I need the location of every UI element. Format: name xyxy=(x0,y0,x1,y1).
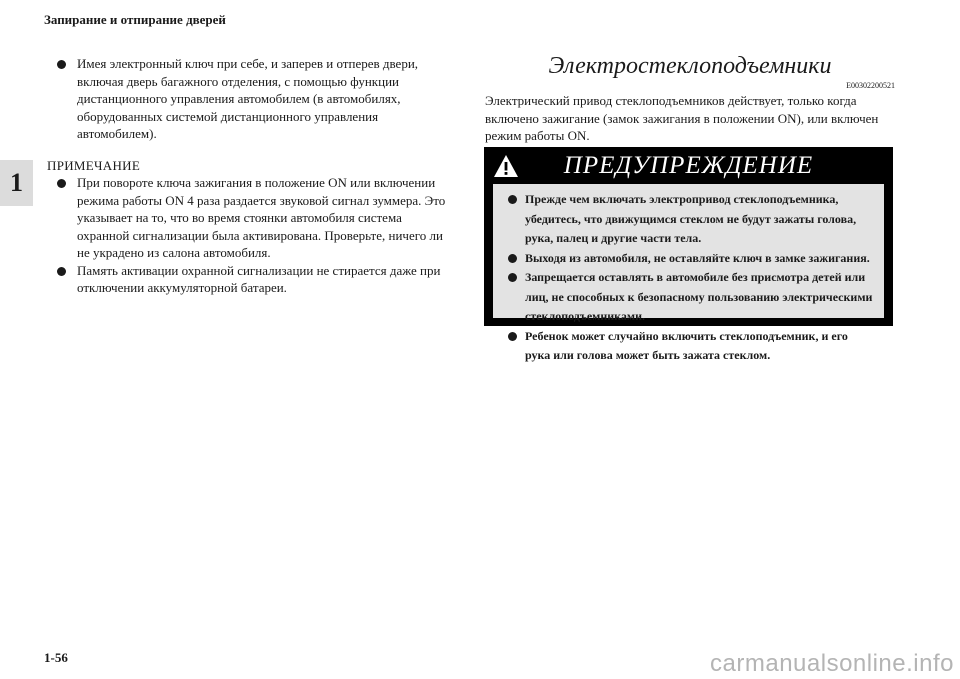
chapter-tab xyxy=(0,160,33,206)
warning-body xyxy=(493,184,884,362)
warning-header xyxy=(485,148,892,184)
warning-text: Выходя из автомобиля, не оставляйте ключ в замке зажигания. xyxy=(525,250,870,265)
section-header: Запирание и отпирание дверей xyxy=(44,12,226,27)
note-item xyxy=(47,174,457,262)
note-label: ПРИМЕЧАНИЕ xyxy=(47,157,141,173)
note-text: При повороте ключа зажигания в положение ON или включении режима работы ON 4 раза раздается звуковой сигнал зуммера. Это указывает на то, что во время стоянки автомобиля система охранной сигнализации была активирована. Проверьте, ничего ли не украдено из салона автомобиля. xyxy=(77,175,446,260)
right-column xyxy=(485,50,895,145)
chapter-number: 1 xyxy=(10,168,23,197)
left-column xyxy=(47,55,457,297)
page-number: 1-56 xyxy=(44,650,68,665)
note-item xyxy=(47,262,457,297)
bullet-text: Имея электронный ключ при себе, и заперев и отперев двери, включая дверь багажного отделения, с помощью функции дистанционного управления автомобилем (в автомобилях, оборудованных системой дистанционного управления автомобилем). xyxy=(77,56,419,141)
bullet-icon xyxy=(508,273,517,282)
note-text: Память активации охранной сигнализации не стирается даже при отключении аккумуляторной батареи. xyxy=(77,262,441,295)
watermark: carmanualsonline.info xyxy=(710,650,954,677)
warning-text: Запрещается оставлять в автомобиле без присмотра детей или лиц, не способных к безопасному пользованию электрическими стеклоподъемниками. xyxy=(525,270,873,323)
warning-text: Прежде чем включать электропривод стеклоподъемника, убедитесь, что движущимся стеклом не будут зажаты голова, рука, палец и другие части тела. xyxy=(525,192,857,245)
note-block xyxy=(47,157,457,297)
section-title: Электростеклоподъемники xyxy=(548,53,832,79)
warning-text: Ребенок может случайно включить стеклоподъемник, и его рука или голова может быть зажата стеклом. xyxy=(525,328,848,362)
bullet-icon xyxy=(508,195,517,204)
bullet-icon xyxy=(57,267,66,276)
warning-box xyxy=(484,147,893,362)
bullet-icon xyxy=(508,332,517,341)
warning-item xyxy=(499,249,876,269)
bullet-icon xyxy=(57,60,66,69)
warning-triangle-icon xyxy=(493,154,519,178)
section-code: E00302200521 xyxy=(846,81,895,90)
intro-paragraph: Электрический привод стеклоподъемников действует, только когда включено зажигание (замок зажигания в положении ON), или включен режим работы ON. xyxy=(485,93,879,143)
warning-title: ПРЕДУПРЕЖДЕНИЕ xyxy=(563,152,814,179)
warning-item xyxy=(499,268,876,327)
bullet-icon xyxy=(57,179,66,188)
bullet-icon xyxy=(508,254,517,263)
list-item xyxy=(47,55,457,143)
warning-item xyxy=(499,190,876,249)
warning-item xyxy=(499,327,876,366)
